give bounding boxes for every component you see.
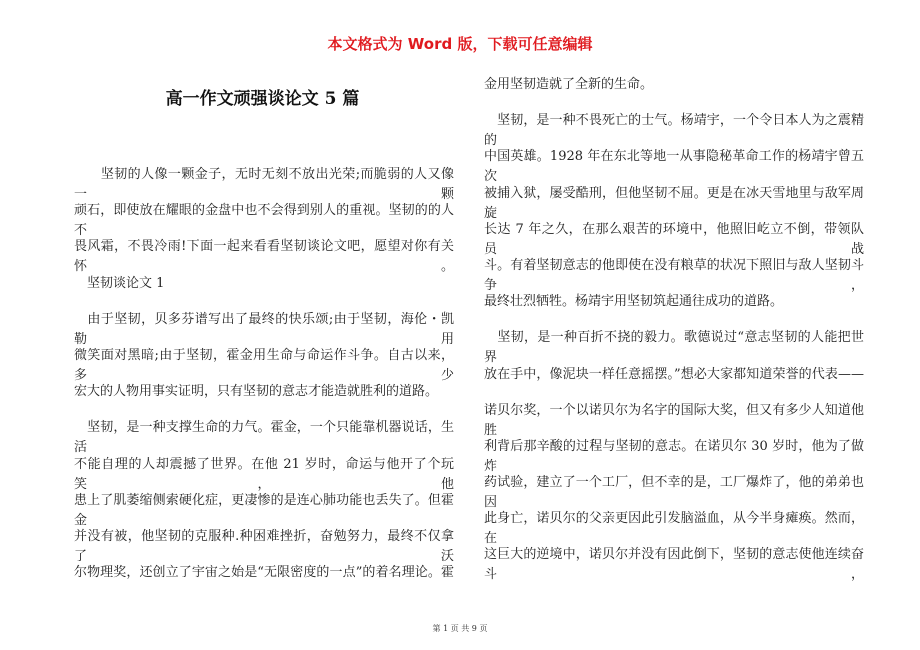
text-line: 由于坚韧，贝多芬谱写出了最终的快乐颂;由于坚韧，海伦・凯勒用 [74,311,454,347]
text-line: 顽石，即使放在耀眼的金盘中也不会得到别人的重视。坚韧的的人不 [74,203,454,239]
text-line: 坚韧谈论文 1 [74,275,165,291]
text-line: 放在手中，像泥块一样任意摇摆。”想必大家都知道荣誉的代表—— [484,366,864,382]
format-banner: 本文格式为 Word 版，下载可任意编辑 [327,35,593,53]
text-line: 宏大的人物用事实证明，只有坚韧的意志才能造就胜利的道路。 [74,384,439,400]
text-line: 不能自理的人却震撼了世界。在他 21 岁时，命运与他开了个玩笑，他 [74,456,454,492]
left-column [74,165,454,599]
text-line: 并没有被，他坚韧的克服种.种困难挫折，奋勉努力，最终不仅拿了沃 [74,528,454,564]
text-line: 诺贝尔奖，一个以诺贝尔为名字的国际大奖，但又有多少人知道他胜 [484,402,864,438]
text-line: 坚韧，是一种不畏死亡的士气。杨靖宇，一个令日本人为之震精的 [484,113,864,149]
text-line: 坚韧，是一种支撑生命的力气。霍金，一个只能靠机器说话，生活 [74,420,454,456]
text-line: 中国英雄。1928 年在东北等地一从事隐秘革命工作的杨靖宇曾五次 [484,149,864,185]
text-line: 被捕入狱，屡受酷刑，但他坚韧不屈。更是在冰天雪地里与敌军周旋 [484,185,864,221]
text-line: 畏风霜，不畏冷雨!下面一起来看看坚韧谈论文吧，愿望对你有关怀。 [74,239,454,275]
text-line: 微笑面对黑暗;由于坚韧，霍金用生命与命运作斗争。自古以来，多少 [74,347,454,383]
text-line: 斗。有着坚韧意志的他即使在没有粮草的状况下照旧与敌人坚韧斗争， [484,257,864,293]
text-line: 坚韧的人像一颗金子，无时无刻不放出光荣;而脆弱的人又像一颗 [74,167,454,202]
page-number: 第 1 页 共 9 页 [432,624,488,633]
document-title: 高一作文顽强谈论文 5 篇 [165,89,360,109]
text-line: 此身亡，诺贝尔的父亲更因此引发脑溢血，从今半身瘫痪。然而，在 [484,511,864,547]
text-line: 这巨大的逆境中，诺贝尔并没有因此倒下，坚韧的意志使他连续奋斗， [484,547,864,583]
text-line: 患上了肌萎缩侧索硬化症，更凄惨的是连心肺功能也丢失了。但霍金 [74,492,454,528]
text-line: 药试验，建立了一个工厂，但不幸的是，工厂爆炸了，他的弟弟也因 [484,475,864,511]
text-line: 金用坚韧造就了全新的生命。 [484,77,654,92]
text-line: 最终壮烈牺牲。杨靖宇用坚韧筑起通往成功的道路。 [484,294,784,310]
text-line: 坚韧，是一种百折不挠的毅力。歌德说过“意志坚韧的人能把世界 [484,330,864,366]
text-line: 利背后那辛酸的过程与坚韧的意志。在诺贝尔 30 岁时，他为了做炸 [484,438,864,474]
text-line: 长达 7 年之久，在那么艰苦的环境中，他照旧屹立不倒，带领队员战 [484,221,864,257]
right-column [484,75,864,582]
text-line: 尔物理奖，还创立了宇宙之始是“无限密度的一点”的着名理论。霍 [74,565,454,581]
